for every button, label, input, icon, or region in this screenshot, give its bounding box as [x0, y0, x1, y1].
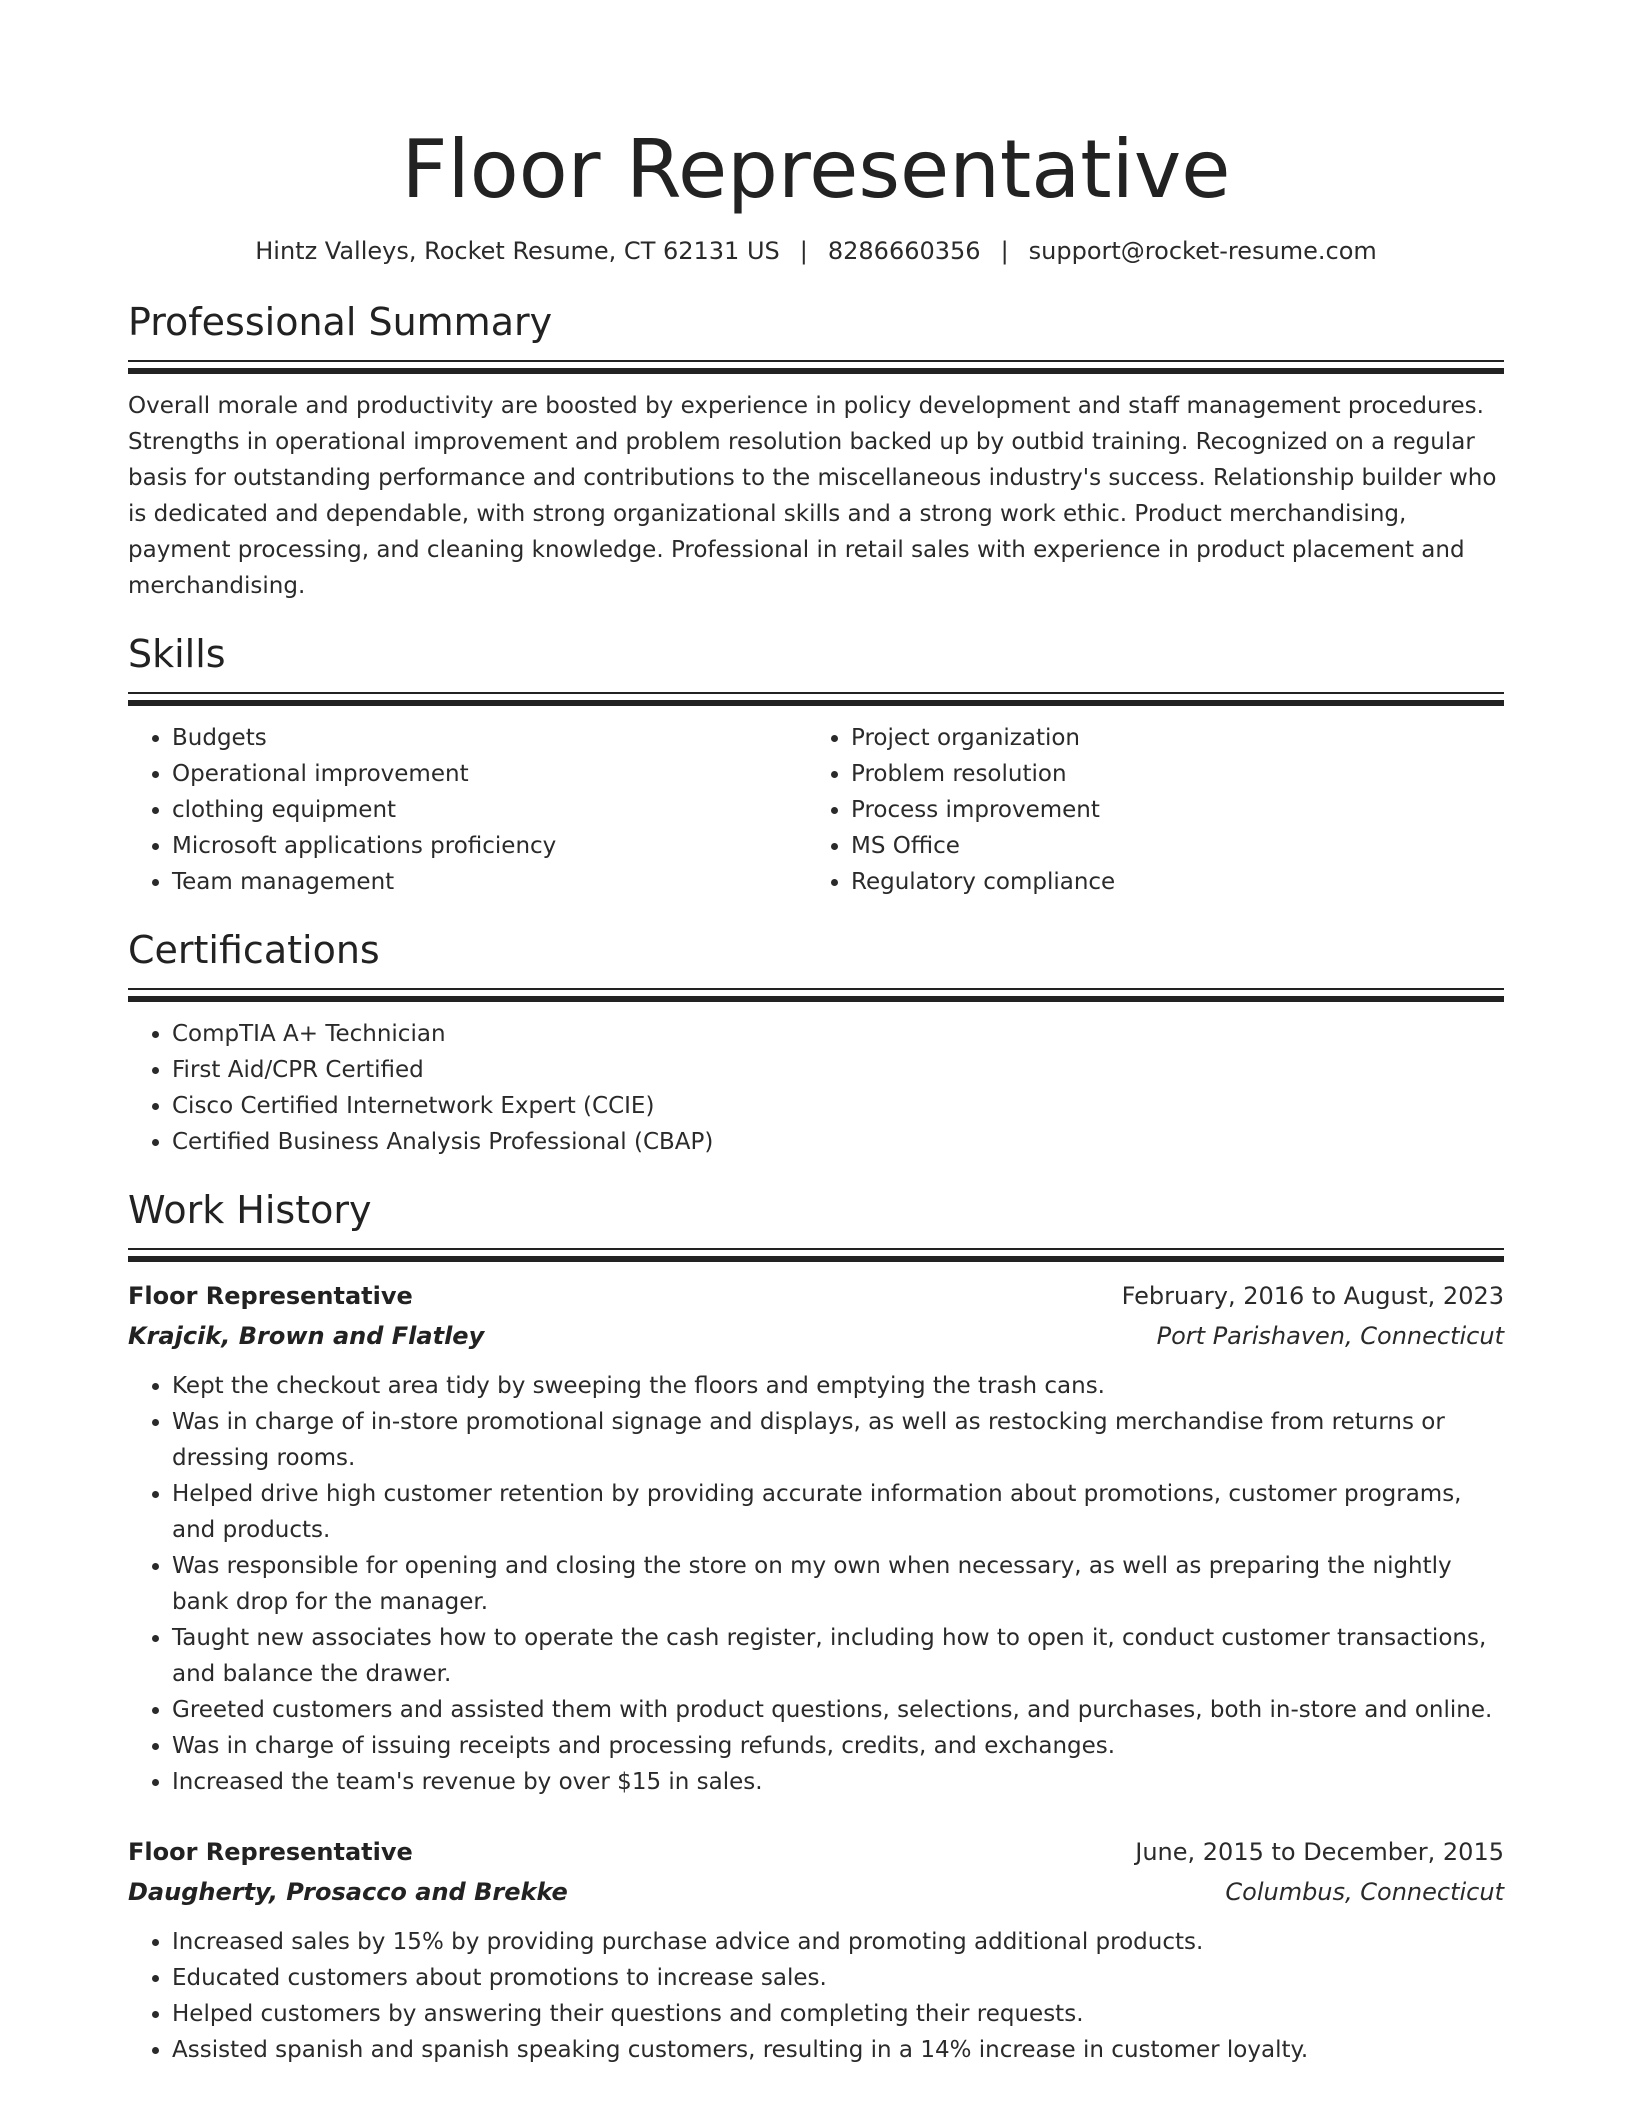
resume-page [128, 0, 1504, 2068]
job-bullet: • Kept the checkout area tidy by sweeping the floors and emptying the trash cans. [172, 1368, 1504, 1404]
skill-item: • clothing equipment [172, 792, 807, 828]
job-entry [128, 1832, 1504, 2068]
job-bullet: • Increased sales by 15% by providing purchase advice and promoting additional products. [172, 1924, 1504, 1960]
job-bullet: • Educated customers about promotions to increase sales. [172, 1960, 1504, 1996]
contact-line [128, 234, 1504, 268]
certification-item: • CompTIA A+ Technician [172, 1016, 1504, 1052]
contact-email: support@rocket-resume.com [1028, 237, 1377, 265]
job-company: Krajcik, Brown and Flatley [128, 1322, 485, 1350]
job-bullet: • Was in charge of in-store promotional signage and displays, as well as restocking merchandise from returns or dressing rooms. [172, 1404, 1504, 1476]
job-title: Floor Representative [128, 1282, 413, 1310]
section-divider [128, 692, 1504, 706]
contact-address: Hintz Valleys, Rocket Resume, CT 62131 US [255, 237, 780, 265]
job-bullet: • Helped customers by answering their questions and completing their requests. [172, 1996, 1504, 2032]
skills-left-list [128, 720, 807, 900]
contact-separator: | [799, 237, 808, 265]
skill-item: • Team management [172, 864, 807, 900]
job-dates: February, 2016 to August, 2023 [1121, 1282, 1504, 1310]
job-company: Daugherty, Prosacco and Brekke [128, 1878, 568, 1906]
section-title-summary: Professional Summary [128, 300, 553, 344]
work-history-section [128, 1186, 1504, 2068]
contact-phone: 8286660356 [827, 237, 981, 265]
section-title-skills: Skills [128, 632, 226, 676]
certification-item: • Certified Business Analysis Professional (CBAP) [172, 1124, 1504, 1160]
job-dates: June, 2015 to December, 2015 [1135, 1838, 1504, 1866]
skills-right-list [807, 720, 1486, 900]
job-bullet: • Was in charge of issuing receipts and processing refunds, credits, and exchanges. [172, 1728, 1504, 1764]
skill-item: • Project organization [851, 720, 1486, 756]
job-bullet: • Assisted spanish and spanish speaking customers, resulting in a 14% increase in customer loyalty. [172, 2032, 1504, 2068]
skills-columns [128, 720, 1504, 900]
job-bullet: • Was responsible for opening and closing the store on my own when necessary, as well as preparing the nightly bank drop for the manager. [172, 1548, 1504, 1620]
skill-item: • Regulatory compliance [851, 864, 1486, 900]
job-bullet: • Helped drive high customer retention by providing accurate information about promotions, customer programs, and products. [172, 1476, 1504, 1548]
skill-item: • Budgets [172, 720, 807, 756]
job-entry [128, 1276, 1504, 1800]
section-title-work-history: Work History [128, 1188, 372, 1232]
job-subheader [128, 1316, 1504, 1356]
skill-item: • Process improvement [851, 792, 1486, 828]
certifications-section [128, 926, 1504, 1160]
job-bullet: • Taught new associates how to operate the cash register, including how to open it, conduct customer transactions, and balance the drawer. [172, 1620, 1504, 1692]
section-divider [128, 988, 1504, 1002]
section-divider [128, 360, 1504, 374]
job-header [128, 1832, 1504, 1872]
section-title-certifications: Certifications [128, 928, 380, 972]
job-subheader [128, 1872, 1504, 1912]
skill-item: • Microsoft applications proficiency [172, 828, 807, 864]
skill-item: • Operational improvement [172, 756, 807, 792]
job-header [128, 1276, 1504, 1316]
job-bullet-list [128, 1368, 1504, 1800]
section-divider [128, 1248, 1504, 1262]
skill-item: • MS Office [851, 828, 1486, 864]
skill-item: • Problem resolution [851, 756, 1486, 792]
certifications-list [128, 1016, 1504, 1160]
job-location: Columbus, Connecticut [1225, 1878, 1504, 1906]
job-bullet: • Greeted customers and assisted them with product questions, selections, and purchases, both in-store and online. [172, 1692, 1504, 1728]
job-title: Floor Representative [128, 1838, 413, 1866]
job-location: Port Parishaven, Connecticut [1156, 1322, 1504, 1350]
certification-item: • Cisco Certified Internetwork Expert (CCIE) [172, 1088, 1504, 1124]
summary-text: Overall morale and productivity are boosted by experience in policy development and staff management procedures. Strengths in operational improvement and problem resolution backed up by outbid training. Recognized on a regular basis for outstanding performance and contributions to the miscellaneous industry's success. Relationship builder who is dedicated and dependable, with strong organizational skills and a strong work ethic. Product merchandising, payment processing, and cleaning knowledge. Professional in retail sales with experience in product placement and merchandising. [128, 393, 1497, 599]
certification-item: • First Aid/CPR Certified [172, 1052, 1504, 1088]
contact-separator: | [1000, 237, 1009, 265]
summary-section [128, 298, 1504, 604]
job-bullet: • Increased the team's revenue by over $15 in sales. [172, 1764, 1504, 1800]
skills-section [128, 630, 1504, 900]
job-bullet-list [128, 1924, 1504, 2068]
resume-name: Floor Representative [401, 123, 1231, 216]
